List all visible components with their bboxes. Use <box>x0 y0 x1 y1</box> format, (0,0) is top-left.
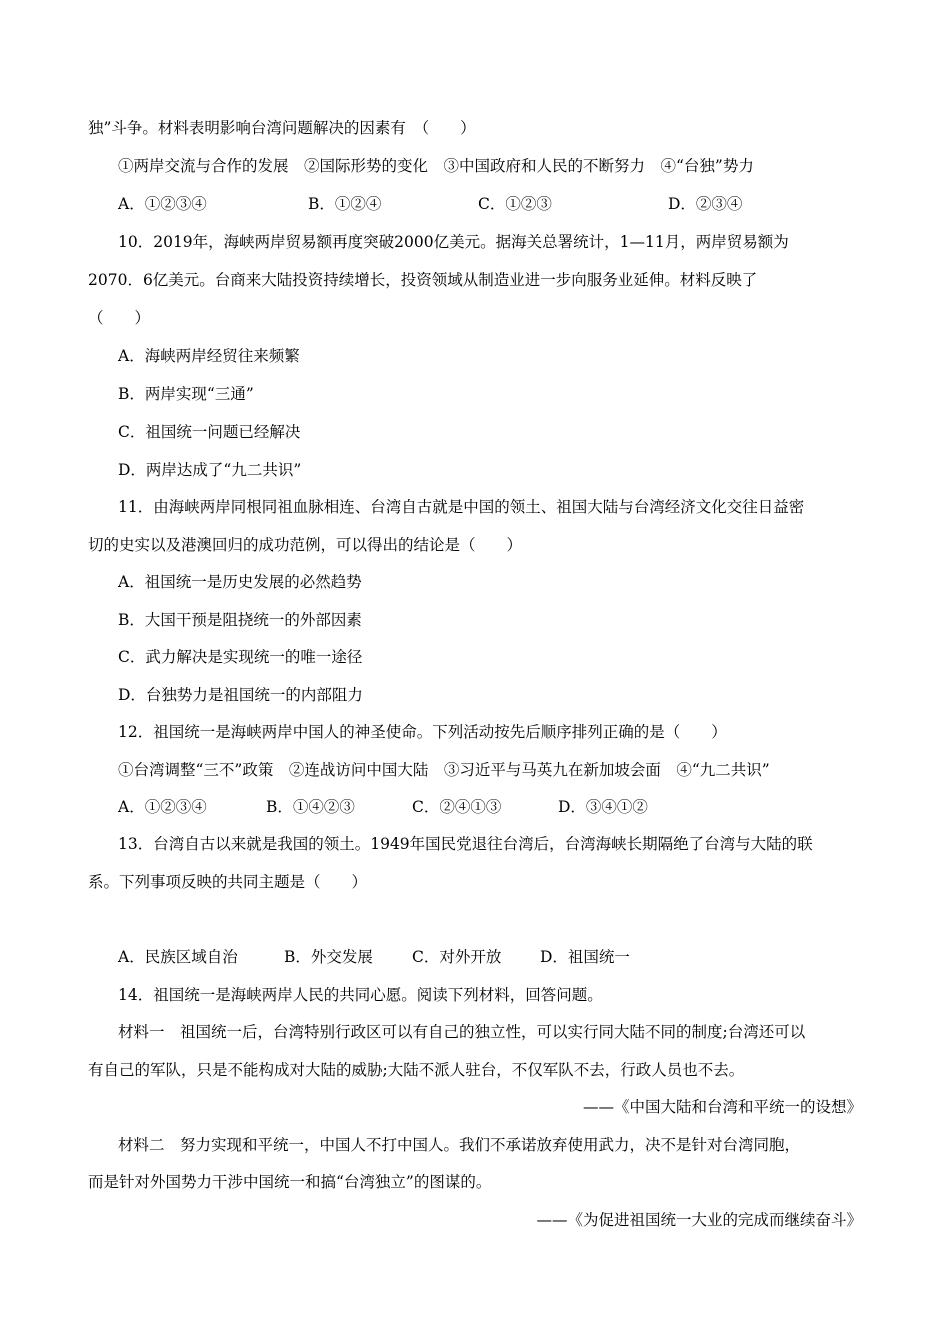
q10-option-c[interactable]: C．祖国统一问题已经解决 <box>118 423 301 441</box>
q13-stem-line2: 系。下列事项反映的共同主题是（ ） <box>88 873 368 891</box>
q12-option-d[interactable]: D．③④①② <box>558 798 648 816</box>
q12-items: ①台湾调整“三不”政策 ②连战访问中国大陆 ③习近平与马英九在新加坡会面 ④“九二共识” <box>118 761 770 779</box>
q10-option-b[interactable]: B．两岸实现“三通” <box>118 385 254 403</box>
q10-option-a[interactable]: A．海峡两岸经贸往来频繁 <box>118 347 300 365</box>
q14-material2-line2: 而是针对外国势力干涉中国统一和搞“台湾独立”的图谋的。 <box>88 1173 492 1191</box>
q10-stem-line3: （ ） <box>88 309 151 327</box>
q10-stem-line2: 2070．6亿美元。台商来大陆投资持续增长，投资领域从制造业进一步向服务业延伸。材料反映了 <box>88 271 758 289</box>
q10-option-d[interactable]: D．两岸达成了“九二共识” <box>118 461 302 479</box>
q12-option-a[interactable]: A．①②③④ <box>118 798 207 816</box>
q11-stem-line1: 11．由海峡两岸同根同祖血脉相连、台湾自古就是中国的领土、祖国大陆与台湾经济文化交往日益密 <box>118 498 805 516</box>
q12-stem: 12．祖国统一是海峡两岸中国人的神圣使命。下列活动按先后顺序排列正确的是（ ） <box>118 723 727 741</box>
q13-option-a[interactable]: A．民族区域自治 <box>118 948 238 966</box>
q13-option-b[interactable]: B．外交发展 <box>284 948 373 966</box>
q13-stem-line1: 13．台湾自古以来就是我国的领土。1949年国民党退往台湾后，台湾海峡长期隔绝了台湾与大陆的联 <box>118 835 813 853</box>
q9-option-a[interactable]: A．①②③④ <box>118 195 207 213</box>
q14-material1-line2: 有自己的军队，只是不能构成对大陆的威胁;大陆不派人驻台，不仅军队不去，行政人员也不去。 <box>88 1061 745 1079</box>
q13-options <box>118 947 630 967</box>
q11-option-c[interactable]: C．武力解决是实现统一的唯一途径 <box>118 648 363 666</box>
q10-stem-line1: 10．2019年，海峡两岸贸易额再度突破2000亿美元。据海关总署统计，1—11月，两岸贸易额为 <box>118 233 789 251</box>
q14-stem: 14．祖国统一是海峡两岸人民的共同心愿。阅读下列材料，回答问题。 <box>118 986 603 1004</box>
q9-option-b[interactable]: B．①②④ <box>308 195 382 213</box>
q11-option-d[interactable]: D．台独势力是祖国统一的内部阻力 <box>118 686 363 704</box>
q9-items: ①两岸交流与合作的发展 ②国际形势的变化 ③中国政府和人民的不断努力 ④“台独”势力 <box>118 157 754 175</box>
q9-option-c[interactable]: C．①②③ <box>478 195 552 213</box>
q12-options <box>118 797 648 817</box>
q14-material1-source: ——《中国大陆和台湾和平统一的设想》 <box>582 1098 862 1116</box>
q9-option-d[interactable]: D．②③④ <box>668 195 743 213</box>
q14-material1-line1: 材料一 祖国统一后，台湾特别行政区可以有自己的独立性，可以实行同大陆不同的制度;台湾还可以 <box>118 1023 806 1041</box>
q13-option-d[interactable]: D．祖国统一 <box>540 948 630 966</box>
q11-stem-line2: 切的史实以及港澳回归的成功范例，可以得出的结论是（ ） <box>88 536 523 554</box>
q14-material2-source: ——《为促进祖国统一大业的完成而继续奋斗》 <box>536 1211 862 1229</box>
q12-option-c[interactable]: C．②④①③ <box>412 798 502 816</box>
q11-option-a[interactable]: A．祖国统一是历史发展的必然趋势 <box>118 573 362 591</box>
q12-option-b[interactable]: B．①④②③ <box>266 798 355 816</box>
q9-options <box>118 194 742 214</box>
q14-material2-line1: 材料二 努力实现和平统一，中国人不打中国人。我们不承诺放弃使用武力，决不是针对台湾同胞， <box>118 1136 801 1154</box>
q13-option-c[interactable]: C．对外开放 <box>412 948 502 966</box>
q11-option-b[interactable]: B．大国干预是阻挠统一的外部因素 <box>118 611 362 629</box>
q9-continuation: 独”斗争。材料表明影响台湾问题解决的因素有 （ ） <box>88 119 476 137</box>
